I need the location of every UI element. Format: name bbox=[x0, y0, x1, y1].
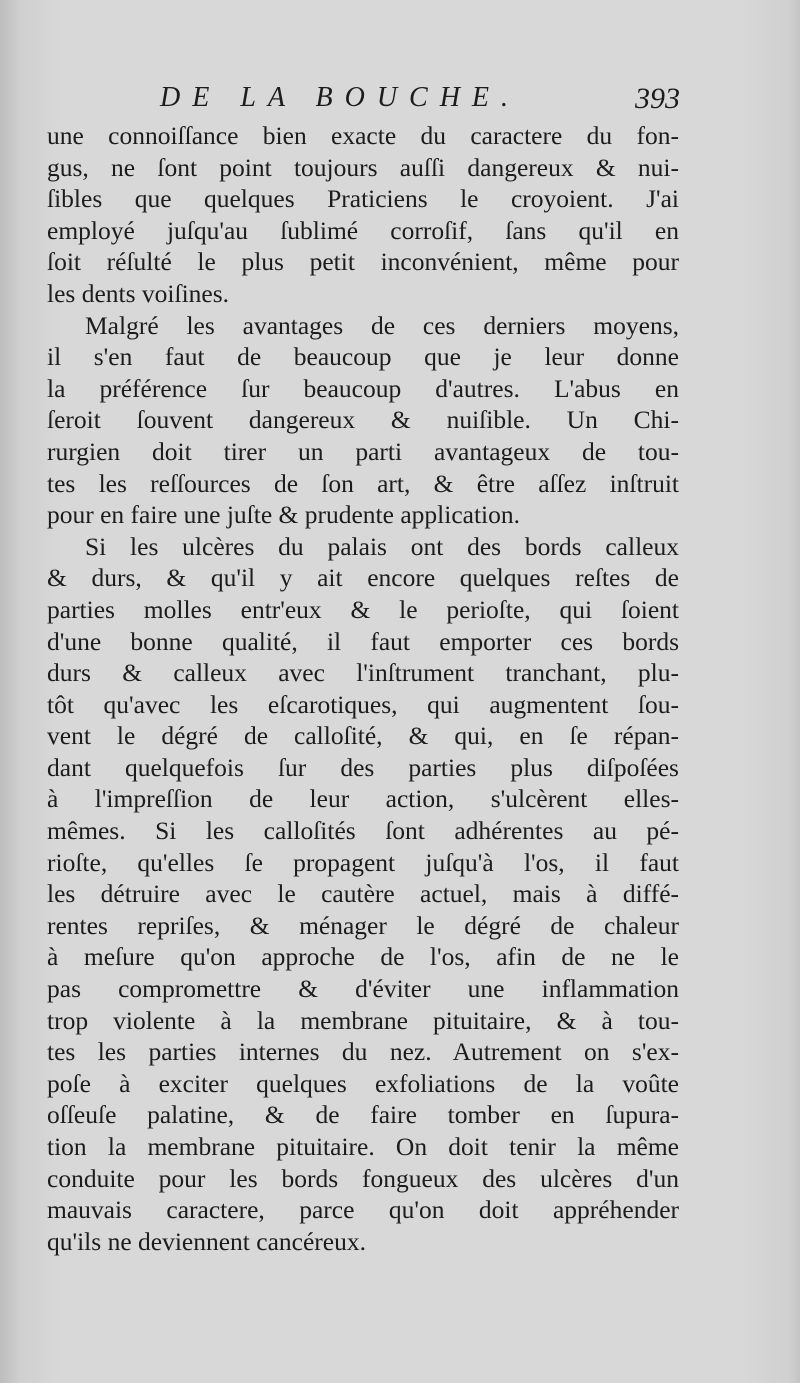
text-line: poſe à exciter quelques exfoliations de la voûte bbox=[47, 1068, 679, 1098]
text-line: la préférence ſur beaucoup d'autres. L'abus en bbox=[47, 373, 679, 403]
running-head bbox=[160, 82, 680, 122]
text-line: ſoit réſulté le plus petit inconvénient, même pour bbox=[47, 247, 679, 277]
text-line: tes les reſſources de ſon art, & être aſſez inſtruit bbox=[47, 468, 679, 498]
text-line: Si les ulcères du palais ont des bords calleux bbox=[85, 531, 679, 561]
running-title: DE LA BOUCHE. bbox=[160, 82, 521, 113]
text-line: rioſte, qu'elles ſe propagent juſqu'à l'os, il faut bbox=[47, 847, 679, 877]
text-line: tes les parties internes du nez. Autrement on s'ex- bbox=[47, 1037, 679, 1067]
text-line: mêmes. Si les calloſités ſont adhérentes au pé- bbox=[47, 816, 679, 846]
text-line: pour en faire une juſte & prudente application. bbox=[47, 500, 520, 530]
body-text bbox=[47, 120, 679, 1257]
text-line: mauvais caractere, parce qu'on doit appréhender bbox=[47, 1195, 679, 1225]
text-line: employé juſqu'au ſublimé corroſif, ſans qu'il en bbox=[47, 215, 679, 245]
text-line: rentes repriſes, & ménager le dégré de chaleur bbox=[47, 910, 679, 940]
text-line: ſeroit ſouvent dangereux & nuiſible. Un Chi- bbox=[47, 405, 679, 435]
text-line: les dents voiſines. bbox=[47, 278, 230, 308]
text-line: une connoiſſance bien exacte du caractere du fon- bbox=[47, 121, 679, 150]
text-line: à l'impreſſion de leur action, s'ulcèrent elles- bbox=[47, 784, 679, 814]
text-line: oſſeuſe palatine, & de faire tomber en ſupura- bbox=[47, 1100, 679, 1130]
text-line: gus, ne ſont point toujours auſſi dangereux & nui- bbox=[47, 152, 679, 182]
text-line: tôt qu'avec les eſcarotiques, qui augmentent ſou- bbox=[47, 689, 679, 719]
text-line: durs & calleux avec l'inſtrument tranchant, plu- bbox=[47, 658, 679, 688]
text-line: conduite pour les bords fongueux des ulcères d'un bbox=[47, 1163, 679, 1193]
text-line: il s'en faut de beaucoup que je leur donne bbox=[47, 342, 679, 372]
page-number: 393 bbox=[635, 82, 680, 115]
text-line: pas compromettre & d'éviter une inflammation bbox=[47, 974, 679, 1004]
text-line: ſibles que quelques Praticiens le croyoient. J'ai bbox=[47, 184, 679, 214]
text-line: vent le dégré de calloſité, & qui, en ſe répan- bbox=[47, 721, 679, 751]
text-line: d'une bonne qualité, il faut emporter ces bords bbox=[47, 626, 679, 656]
text-line: qu'ils ne deviennent cancéreux. bbox=[47, 1226, 366, 1256]
text-line: les détruire avec le cautère actuel, mais à diffé- bbox=[47, 879, 679, 909]
text-line: rurgien doit tirer un parti avantageux de tou- bbox=[47, 436, 679, 466]
text-line: tion la membrane pituitaire. On doit tenir la même bbox=[47, 1132, 679, 1161]
text-line: parties molles entr'eux & le perioſte, qui ſoient bbox=[47, 594, 679, 624]
text-line: trop violente à la membrane pituitaire, & à tou- bbox=[47, 1005, 679, 1035]
text-line: à meſure qu'on approche de l'os, afin de ne le bbox=[47, 942, 679, 972]
text-line: dant quelquefois ſur des parties plus diſpoſées bbox=[47, 752, 679, 782]
text-line: Malgré les avantages de ces derniers moyens, bbox=[85, 310, 679, 340]
text-line: & durs, & qu'il y ait encore quelques reſtes de bbox=[47, 563, 679, 593]
